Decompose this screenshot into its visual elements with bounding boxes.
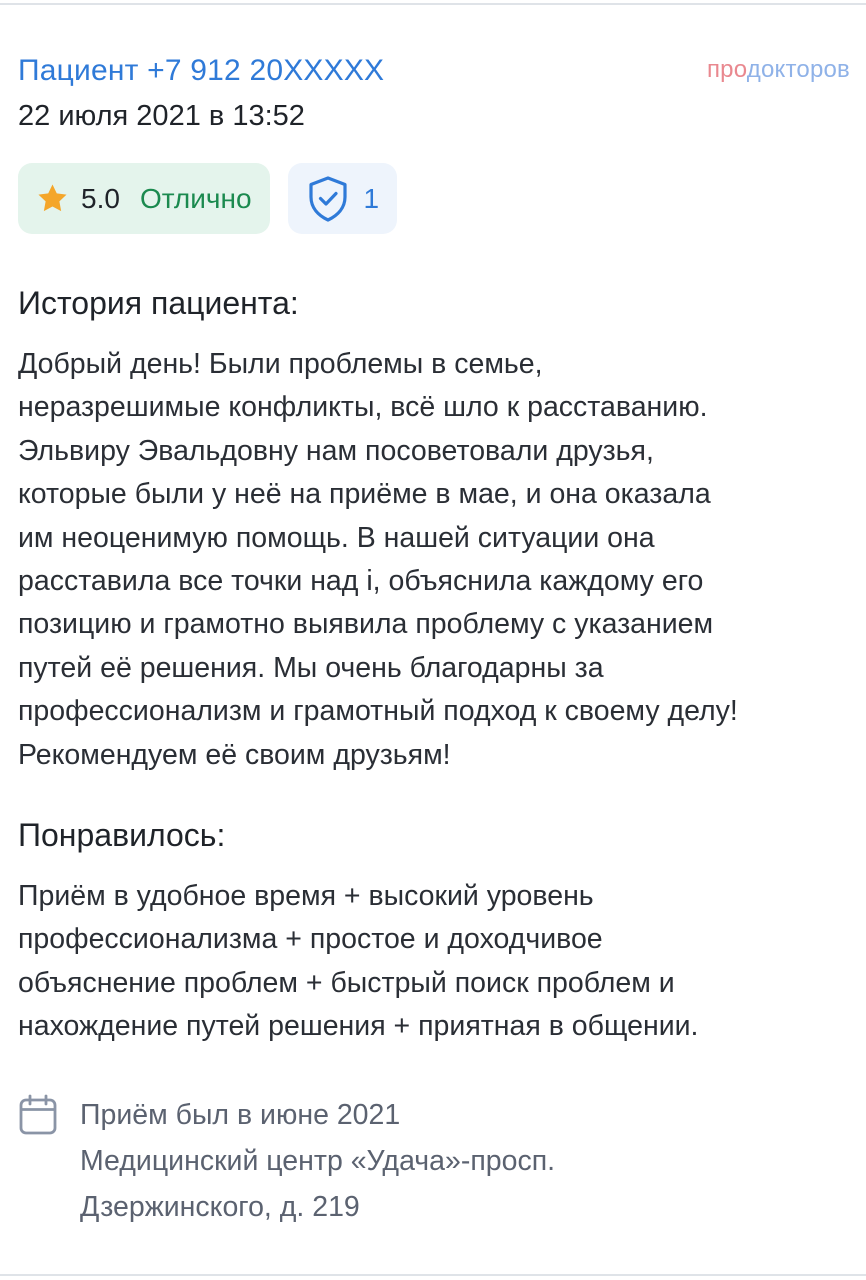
history-line: расставила все точки над i, объяснила каждому его bbox=[18, 565, 704, 598]
star-icon bbox=[36, 182, 69, 215]
history-line: путей её решения. Мы очень благодарны за bbox=[18, 651, 604, 684]
history-line: неразрешимые конфликты, всё шло к расставанию. bbox=[18, 391, 708, 424]
top-divider bbox=[0, 3, 866, 5]
history-line: позицию и грамотно выявила проблему с указанием bbox=[18, 608, 714, 641]
brand-logo-part1: про bbox=[706, 56, 747, 83]
liked-line: объяснение проблем + быстрый поиск проблем и bbox=[18, 966, 675, 999]
brand-logo bbox=[707, 56, 850, 84]
liked-line: Приём в удобное время + высокий уровень bbox=[18, 880, 594, 912]
history-line: которые были у неё на приёме в мае, и она оказала bbox=[18, 478, 711, 511]
history-text bbox=[18, 343, 858, 777]
rating-badge bbox=[18, 163, 270, 234]
rating-score: 5.0 bbox=[81, 182, 120, 214]
calendar-icon bbox=[18, 1094, 58, 1136]
shield-check-icon bbox=[306, 175, 350, 223]
review-header bbox=[18, 52, 850, 135]
bottom-divider bbox=[0, 1274, 866, 1276]
rating-label: Отлично bbox=[139, 182, 252, 214]
liked-text bbox=[18, 875, 858, 1049]
brand-logo-part2: докторов bbox=[746, 56, 850, 83]
history-title: История пациента: bbox=[18, 285, 299, 321]
liked-line: профессионализма + простое и доходчивое bbox=[18, 923, 603, 956]
review-badges bbox=[18, 163, 397, 234]
visit-place-line: Дзержинского, д. 219 bbox=[80, 1191, 360, 1223]
history-line: Добрый день! Были проблемы в семье, bbox=[18, 348, 543, 380]
history-line: профессионализм и грамотный подход к своему делу! bbox=[18, 695, 738, 728]
history-line: Рекомендуем её своим друзьям! bbox=[18, 738, 451, 771]
history-line: Эльвиру Эвальдовну нам посоветовали друзья, bbox=[18, 434, 654, 467]
visit-date: Приём был в июне 2021 bbox=[80, 1099, 401, 1131]
verification-badge[interactable] bbox=[288, 163, 398, 234]
review-author[interactable]: Пациент +7 912 20XXXXX bbox=[18, 54, 385, 87]
history-line: им неоценимую помощь. В нашей ситуации она bbox=[18, 521, 655, 554]
liked-title: Понравилось: bbox=[18, 817, 226, 853]
review-date: 22 июля 2021 в 13:52 bbox=[18, 100, 305, 132]
liked-line: нахождение путей решения + приятная в общении. bbox=[18, 1010, 699, 1043]
verification-count: 1 bbox=[363, 182, 380, 214]
visit-place-line: Медицинский центр «Удача»-просп. bbox=[80, 1145, 556, 1177]
